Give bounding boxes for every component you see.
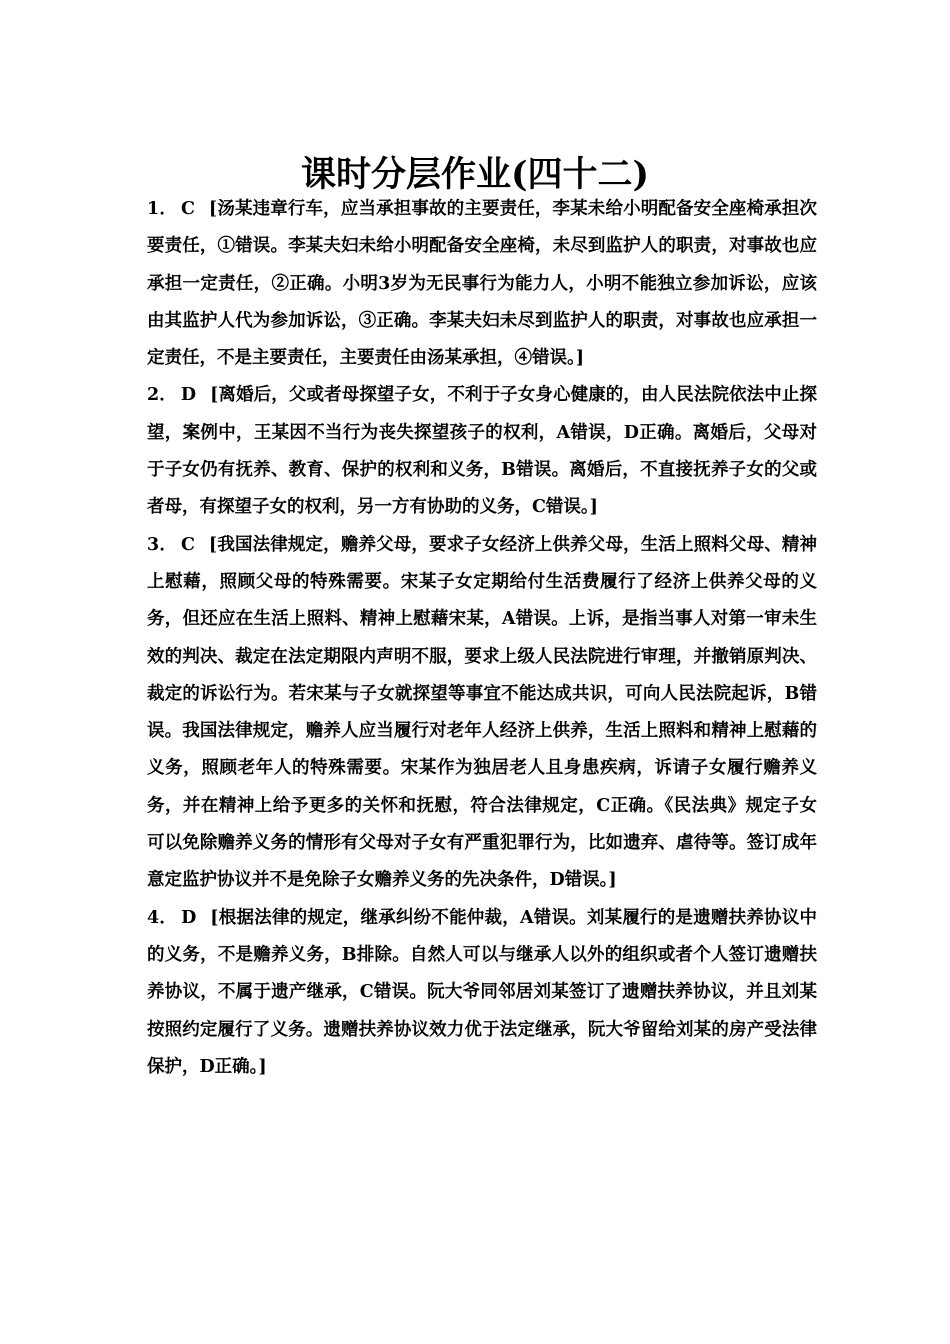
answer-explanation: [汤某违章行车，应当承担事故的主要责任，李某未给小明配备安全座椅承担次要责任，①错误。李某夫妇未给小明配备安全座椅，未尽到监护人的职责，对事故也应承担一定责任，②正确。小明3岁为无民事行为能力人，小明不能独立参加诉讼，应该由其监护人代为参加诉讼，③正确。李某夫妇未尽到监护人的职责，对事故也应承担一定责任，不是主要责任，主要责任由汤某承担，④错误。]: [147, 199, 817, 369]
page-title: 课时分层作业(四十二): [300, 154, 650, 196]
answer-choice: C: [180, 534, 195, 555]
answer-explanation: [离婚后，父或者母探望子女，不利于子女身心健康的，由人民法院依法中止探望，案例中，王某因不当行为丧失探望孩子的权利，A错误，D正确。离婚后，父母对于子女仍有抚养、教育、保护的权利和义务，B错误。离婚后，不直接抚养子女的父或者母，有探望子女的权利，另一方有协助的义务，C错误。]: [147, 385, 817, 518]
answer-choice: D: [180, 385, 197, 406]
answer-explanation: [根据法律的规定，继承纠纷不能仲裁，A错误。刘某履行的是遗赠扶养协议中的义务，不是赡养义务，B排除。自然人可以与继承人以外的组织或者个人签订遗赠扶养协议，不属于遗产继承，C错误。阮大爷同邻居刘某签订了遗赠扶养协议，并且刘某按照约定履行了义务。遗赠扶养协议效力优于法定继承，阮大爷留给刘某的房产受法律保护，D正确。]: [147, 907, 817, 1077]
answer-choice: C: [180, 199, 195, 219]
answer-number: 4．: [147, 907, 178, 928]
answer-choice: D: [181, 907, 197, 928]
answer-number: 2．: [147, 385, 177, 406]
answer-item-3: [147, 527, 817, 900]
answer-item-1: [147, 191, 817, 377]
answer-explanation: [我国法律规定，赡养父母，要求子女经济上供养父母，生活上照料父母、精神上慰藉，照顾父母的特殊需要。宋某子女定期给付生活费履行了经济上供养父母的义务，但还应在生活上照料、精神上慰藉宋某，A错误。上诉，是指当事人对第一审未生效的判决、裁定在法定期限内声明不服，要求上级人民法院进行审理，并撤销原判决、裁定的诉讼行为。若宋某与子女就探望等事宜不能达成共识，可向人民法院起诉，B错误。我国法律规定，赡养人应当履行对老年人经济上供养，生活上照料和精神上慰藉的义务，照顾老年人的特殊需要。宋某作为独居老人且身患疾病，诉请子女履行赡养义务，并在精神上给予更多的关怀和抚慰，符合法律规定，C正确。《民法典》规定子女可以免除赡养义务的情形有父母对子女有严重犯罪行为，比如遗弃、虐待等。签订成年意定监护协议并不是免除子女赡养义务的先决条件，D错误。]: [147, 534, 817, 891]
answer-number: 1．: [147, 199, 177, 219]
answer-number: 3．: [147, 534, 177, 555]
answer-item-2: [147, 377, 817, 526]
answer-list: [147, 191, 817, 1086]
answer-item-4: [147, 900, 817, 1086]
